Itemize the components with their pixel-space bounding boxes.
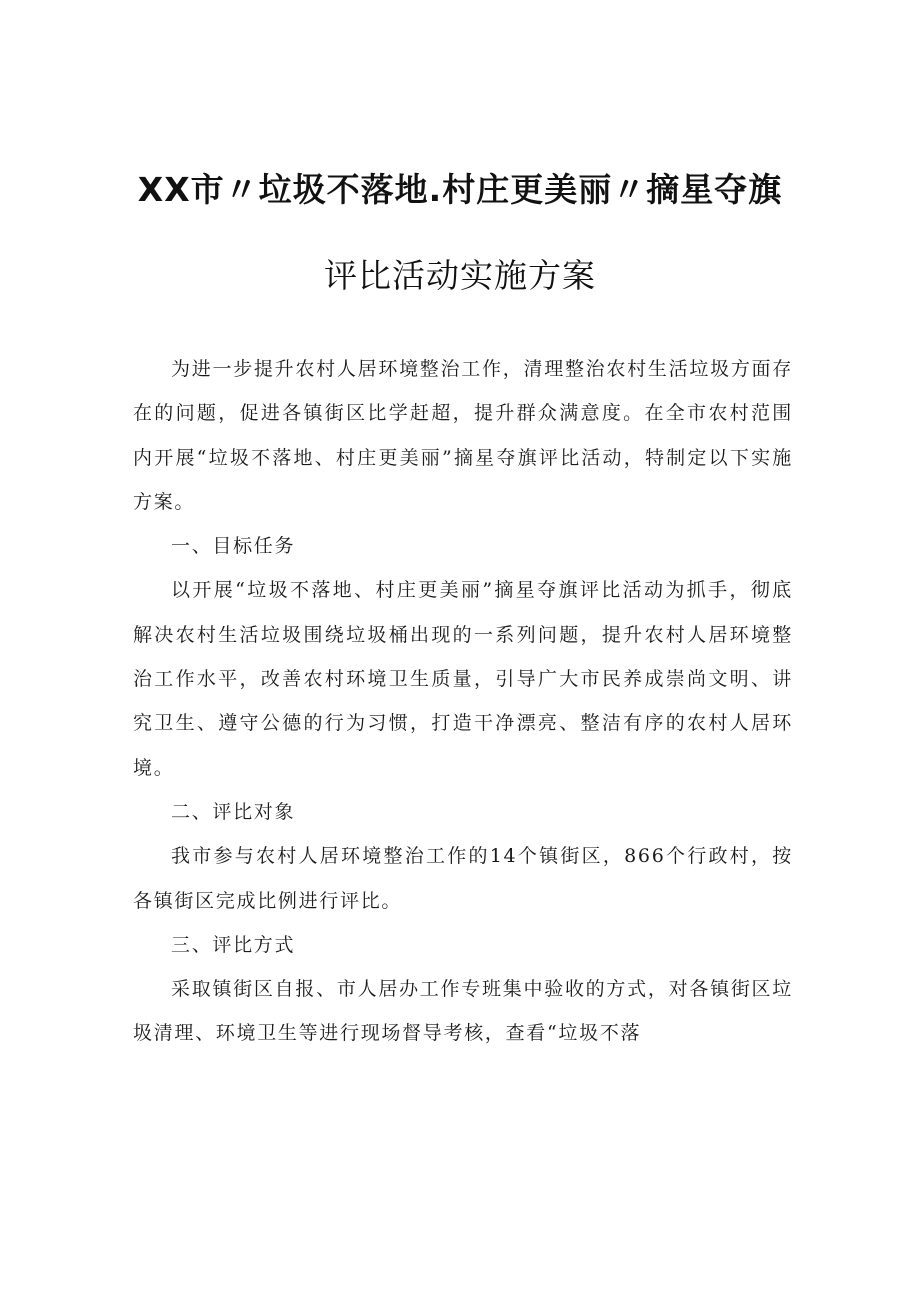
section-paragraph-method: 采取镇街区自报、市人居办工作专班集中验收的方式，对各镇街区垃圾清理、环境卫生等进行现场督导考核，查看“垃圾不落 xyxy=(133,978,793,1045)
section-heading-method: 三、评比方式 xyxy=(171,933,296,956)
section-paragraph-goals: 以开展“垃圾不落地、村庄更美丽”摘星夺旗评比活动为抓手，彻底解决农村生活垃圾围绕垃圾桶出现的一系列问题，提升农村人居环境整治工作水平，改善农村环境卫生质量，引导广大市民养成崇尚文明、讲究卫生、遵守公德的行为习惯，打造干净漂亮、整洁有序的农村人居环境。 xyxy=(133,579,793,779)
document-title-line-1: XX市〃垃圾不落地.村庄更美丽〃摘星夺旗 xyxy=(137,170,783,209)
section-paragraph-targets: 我市参与农村人居环境整治工作的14个镇街区，866个行政村，按各镇街区完成比例进行评比。 xyxy=(133,845,793,912)
document-body xyxy=(133,347,793,1056)
section-heading-targets: 二、评比对象 xyxy=(171,800,296,823)
intro-paragraph: 为进一步提升农村人居环境整治工作，清理整治农村生活垃圾方面存在的问题，促进各镇街区比学赶超，提升群众满意度。在全市农村范围内开展“垃圾不落地、村庄更美丽”摘星夺旗评比活动，特制定以下实施方案。 xyxy=(133,358,793,513)
document-title-line-2: 评比活动实施方案 xyxy=(324,256,596,295)
section-heading-goals: 一、目标任务 xyxy=(171,535,296,558)
